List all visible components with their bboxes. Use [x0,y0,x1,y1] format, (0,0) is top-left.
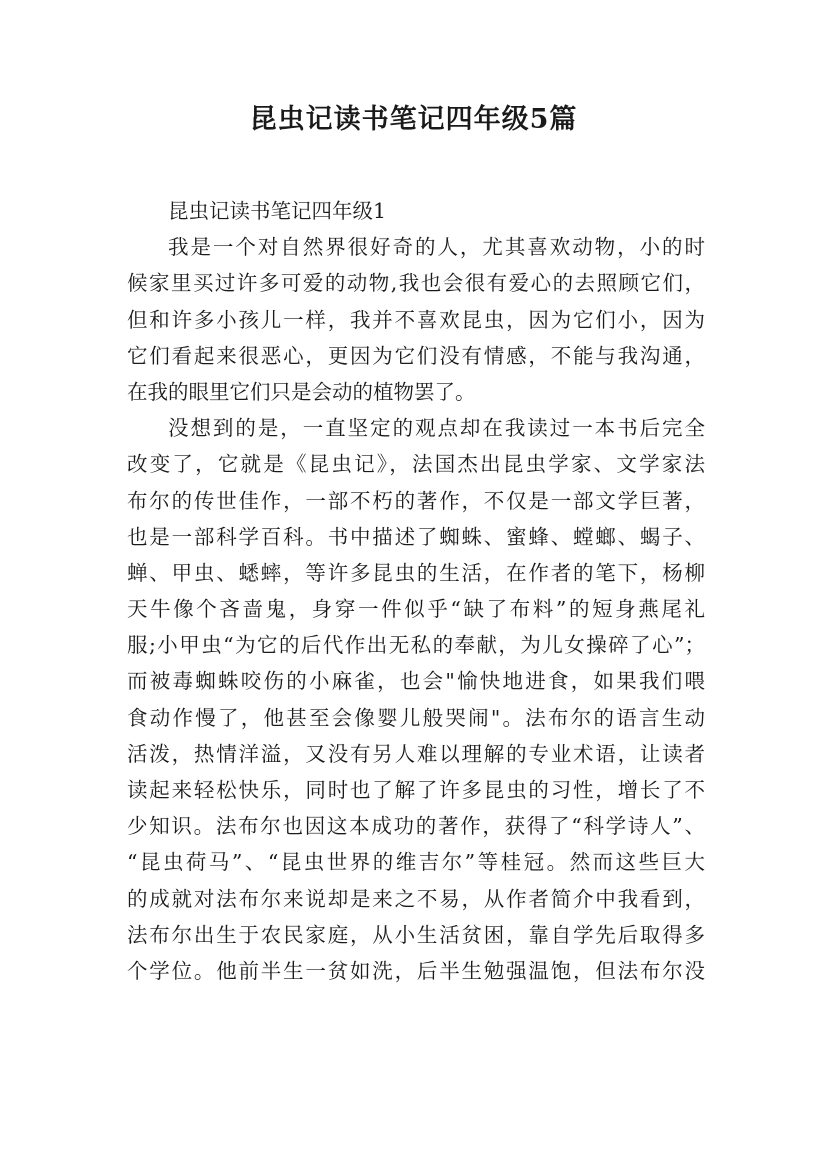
paragraph-line: 在我的眼里它们只是会动的植物罢了。 [127,379,476,404]
paragraph-line: 天牛像个吝啬鬼，身穿一件似乎“缺了布料”的短身燕尾礼 [127,597,705,622]
paragraph-line: 也是一部科学百科。书中描述了蜘蛛、蜜蜂、螳螂、蝎子、 [127,524,705,549]
section-heading: 昆虫记读书笔记四年级1 [168,199,387,223]
paragraph-line: 食动作慢了，他甚至会像婴儿般哭闹"。法布尔的语言生动 [127,705,705,730]
paragraph-line: 蝉、甲虫、蟋蟀，等许多昆虫的生活，在作者的笔下，杨柳 [127,560,705,585]
paragraph-line: 它们看起来很恶心，更因为它们没有情感，不能与我沟通， [127,343,705,368]
paragraph-line: “昆虫荷马”、“昆虫世界的维吉尔”等桂冠。然而这些巨大 [127,850,705,875]
document-body [127,193,705,989]
page-title: 昆虫记读书笔记四年级5篇 [249,104,578,135]
paragraph-line: 法布尔出生于农民家庭，从小生活贫困，靠自学先后取得多 [127,922,705,947]
paragraph-line: 少知识。法布尔也因这本成功的著作，获得了“科学诗人”、 [127,814,705,839]
paragraph-line: 候家里买过许多可爱的动物,我也会很有爱心的去照顾它们， [127,271,705,296]
paragraph-line: 的成就对法布尔来说却是来之不易，从作者简介中我看到， [127,886,705,911]
paragraph-line: 我是一个对自然界很好奇的人，尤其喜欢动物，小的时 [168,235,705,260]
paragraph-line: 没想到的是，一直坚定的观点却在我读过一本书后完全 [168,416,705,441]
paragraph-line: 个学位。他前半生一贫如洗，后半生勉强温饱，但法布尔没 [127,958,705,983]
paragraph-line: 布尔的传世佳作，一部不朽的著作，不仅是一部文学巨著， [127,488,705,513]
paragraph-line: 活泼，热情洋溢，又没有另人难以理解的专业术语，让读者 [127,741,705,766]
paragraph-line: 读起来轻松快乐，同时也了解了许多昆虫的习性，增长了不 [127,778,705,802]
paragraph-line: 而被毒蜘蛛咬伤的小麻雀，也会"愉快地进食，如果我们喂 [127,669,705,694]
paragraph-line: 改变了，它就是《昆虫记》，法国杰出昆虫学家、文学家法 [127,452,705,477]
paragraph-line: 服;小甲虫“为它的后代作出无私的奉献，为儿女操碎了心”； [127,633,705,658]
paragraph-line: 但和许多小孩儿一样，我并不喜欢昆虫，因为它们小，因为 [127,307,705,332]
